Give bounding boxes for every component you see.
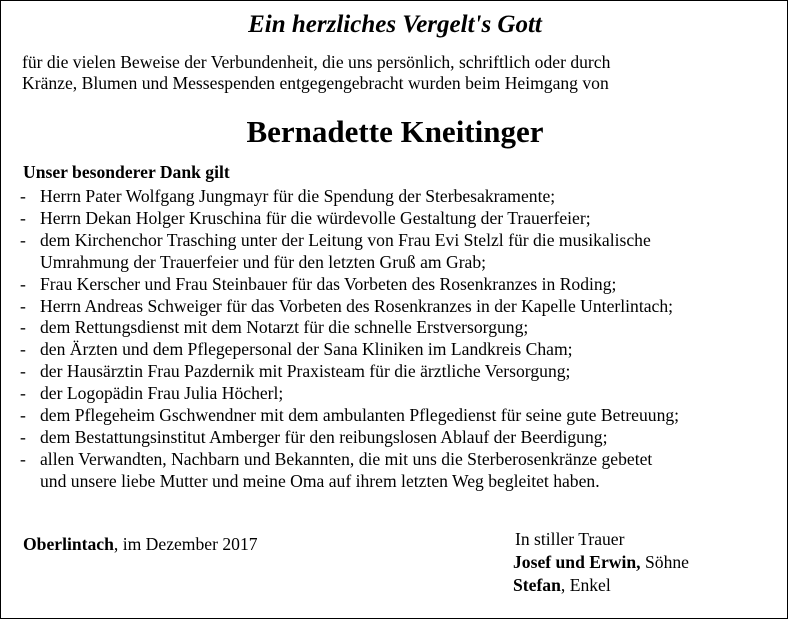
signature-names: Josef und Erwin, [513, 552, 641, 572]
thanks-item [20, 230, 785, 274]
thanks-item-text: Herrn Andreas Schweiger für das Vorbeten des Rosenkranzes in der Kapelle Unterlintach; [40, 295, 674, 316]
bullet-dash: - [20, 448, 26, 469]
thanks-item-text: dem Bestattungsinstitut Amberger für den reibungslosen Ablauf der Beerdigung; [40, 426, 608, 447]
thanks-item-text: Herrn Dekan Holger Kruschina für die würdevolle Gestaltung der Trauerfeier; [40, 207, 591, 228]
thanks-item-text: dem Pflegeheim Gschwendner mit dem ambulanten Pflegedienst für seine gute Betreuung; [40, 405, 680, 426]
signature-block [513, 528, 689, 597]
thanks-heading: Unser besonderer Dank gilt [23, 162, 230, 182]
thanks-item [20, 186, 785, 208]
thanks-item [20, 339, 785, 361]
thanks-item [20, 208, 785, 230]
bullet-dash: - [20, 317, 26, 338]
signature-intro: In stiller Trauer [515, 529, 625, 549]
thanks-item-text: Herrn Pater Wolfgang Jungmayr für die Spendung der Sterbesakramente; [40, 186, 556, 206]
intro-text [22, 52, 782, 94]
deceased-name: Bernadette Kneitinger [246, 114, 544, 149]
signature-line [513, 574, 689, 597]
notice-heading: Ein herzliches Vergelt's Gott [248, 11, 542, 38]
thanks-item [20, 427, 785, 449]
bullet-dash: - [20, 186, 26, 206]
signature-relation: , Enkel [560, 575, 611, 595]
thanks-item-text-continued: und unsere liebe Mutter und meine Oma auf ihrem letzten Weg begleitet haben. [40, 470, 600, 491]
bullet-dash: - [20, 383, 26, 404]
bullet-dash: - [20, 339, 26, 360]
bullet-dash: - [20, 295, 26, 316]
thanks-item [20, 317, 785, 339]
place: Oberlintach [23, 534, 114, 554]
thanks-item [20, 361, 785, 383]
thanks-item [20, 383, 785, 405]
intro-line: für die vielen Beweise der Verbundenheit, die uns persönlich, schriftlich oder durch [22, 52, 611, 72]
thanks-item-text: dem Rettungsdienst mit dem Notarzt für die schnelle Erstversorgung; [40, 317, 529, 338]
thanks-item [20, 296, 785, 318]
place-date [23, 534, 258, 555]
signature-line [513, 551, 689, 574]
signature-names: Stefan [513, 575, 561, 595]
bullet-dash: - [20, 229, 26, 250]
bullet-dash: - [20, 426, 26, 447]
thanks-item-text: der Hausärztin Frau Pazdernik mit Praxisteam für die ärztliche Versorgung; [40, 361, 571, 382]
thanks-item [20, 274, 785, 296]
thanks-item-text: der Logopädin Frau Julia Höcherl; [40, 383, 284, 404]
signature-relation: Söhne [640, 552, 689, 572]
thanks-item-text: dem Kirchenchor Trasching unter der Leitung von Frau Evi Stelzl für die musikalische [40, 229, 651, 250]
thanks-item [20, 405, 785, 427]
intro-line: Kränze, Blumen und Messespenden entgegengebracht wurden beim Heimgang von [22, 73, 609, 93]
thanks-item-text-continued: Umrahmung der Trauerfeier und für den letzten Gruß am Grab; [40, 251, 487, 272]
bullet-dash: - [20, 273, 26, 294]
thanks-item-text: Frau Kerscher und Frau Steinbauer für das Vorbeten des Rosenkranzes in Roding; [40, 273, 617, 294]
date: , im Dezember 2017 [113, 534, 258, 554]
thanks-list [20, 186, 785, 493]
thanks-item [20, 449, 785, 493]
bullet-dash: - [20, 361, 26, 382]
thanks-item-text: allen Verwandten, Nachbarn und Bekannten, die mit uns die Sterberosenkränze gebetet [40, 448, 653, 469]
thanks-item-text: den Ärzten und dem Pflegepersonal der Sana Kliniken im Landkreis Cham; [40, 339, 573, 360]
bullet-dash: - [20, 405, 26, 426]
bullet-dash: - [20, 207, 26, 228]
